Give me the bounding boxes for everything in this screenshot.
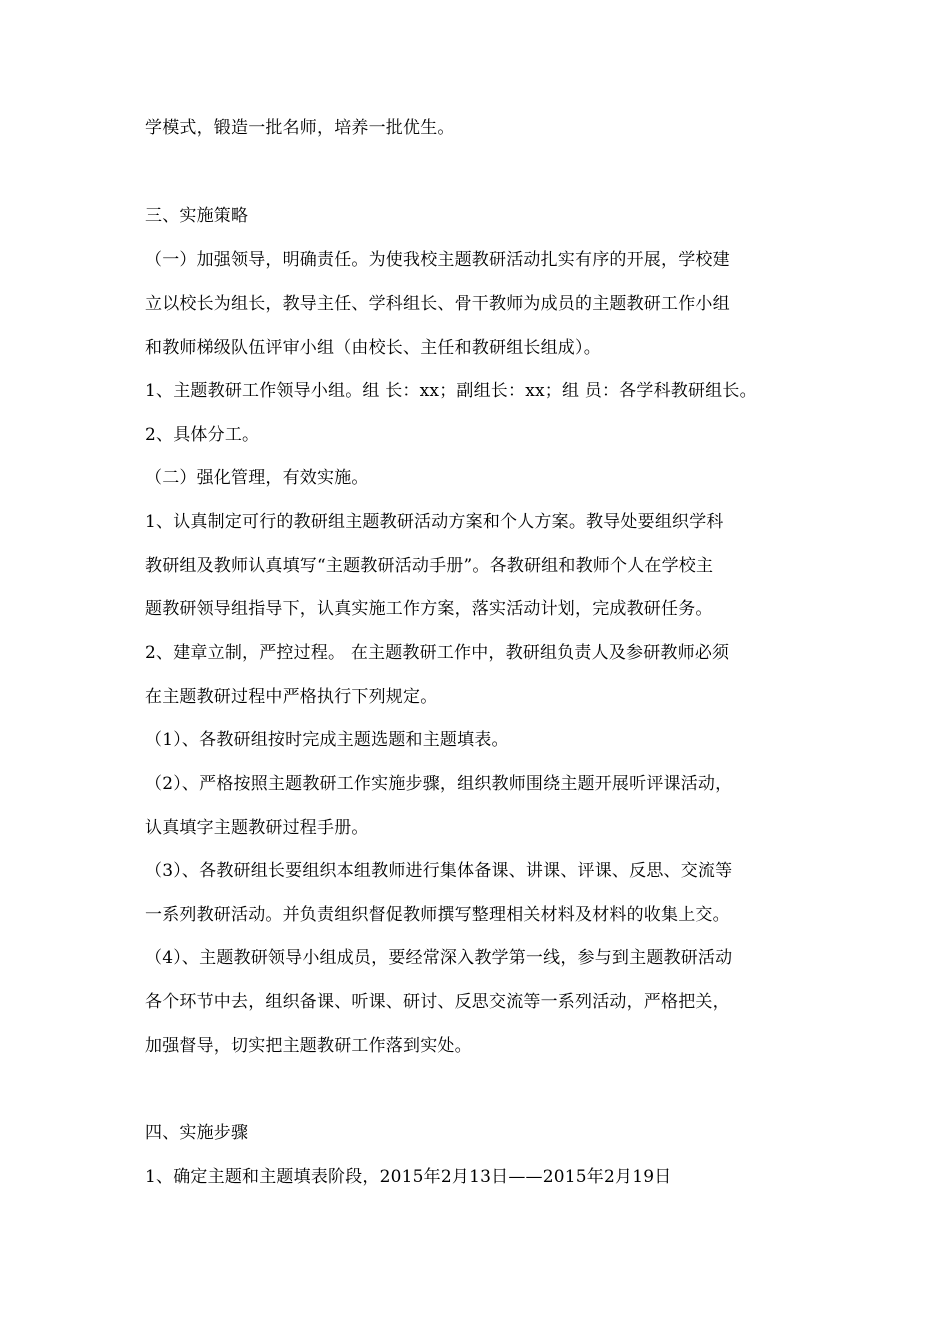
paragraph-line: 学模式，锻造一批名师，培养一批优生。	[145, 118, 455, 138]
paragraph-line: 1、认真制定可行的教研组主题教研活动方案和个人方案。教导处要组织学科	[145, 512, 724, 532]
paragraph-line: 2、建章立制，严控过程。 在主题教研工作中，教研组负责人及参研教师必须	[145, 643, 730, 663]
paragraph-line: 2、具体分工。	[145, 425, 260, 445]
paragraph-line: 教研组及教师认真填写“主题教研活动手册”。各教研组和教师个人在学校主	[145, 556, 714, 576]
paragraph-line: （2）、严格按照主题教研工作实施步骤，组织教师围绕主题开展听评课活动，	[145, 774, 733, 794]
paragraph-line: （3）、各教研组长要组织本组教师进行集体备课、讲课、评课、反思、交流等	[145, 861, 733, 881]
paragraph-line: （一）加强领导，明确责任。为使我校主题教研活动扎实有序的开展，学校建	[145, 250, 730, 270]
paragraph-line: 加强督导，切实把主题教研工作落到实处。	[145, 1036, 472, 1056]
paragraph-line: （1）、各教研组按时完成主题选题和主题填表。	[145, 730, 509, 750]
paragraph-line: （二）强化管理，有效实施。	[145, 468, 369, 488]
paragraph-line: 1、确定主题和主题填表阶段，2015年2月13日——2015年2月19日	[145, 1167, 672, 1187]
paragraph-line: 1、主题教研工作领导小组。组 长：xx；副组长：xx；组 员：各学科教研组长。	[145, 381, 757, 401]
paragraph-line: 一系列教研活动。并负责组织督促教师撰写整理相关材料及材料的收集上交。	[145, 905, 730, 925]
paragraph-line: 各个环节中去，组织备课、听课、研讨、反思交流等一系列活动，严格把关，	[145, 992, 730, 1012]
paragraph-line: 在主题教研过程中严格执行下列规定。	[145, 687, 438, 707]
paragraph-line: 和教师梯级队伍评审小组（由校长、主任和教研组长组成）。	[145, 338, 601, 358]
paragraph-line: 题教研领导组指导下，认真实施工作方案，落实活动计划，完成教研任务。	[145, 599, 713, 619]
paragraph-line: （4）、主题教研领导小组成员，要经常深入教学第一线，参与到主题教研活动	[145, 948, 733, 968]
paragraph-line: 认真填字主题教研过程手册。	[145, 818, 369, 838]
section-heading: 三、实施策略	[145, 206, 249, 226]
paragraph-line: 立以校长为组长，教导主任、学科组长、骨干教师为成员的主题教研工作小组	[145, 294, 730, 314]
section-heading: 四、实施步骤	[145, 1123, 249, 1143]
